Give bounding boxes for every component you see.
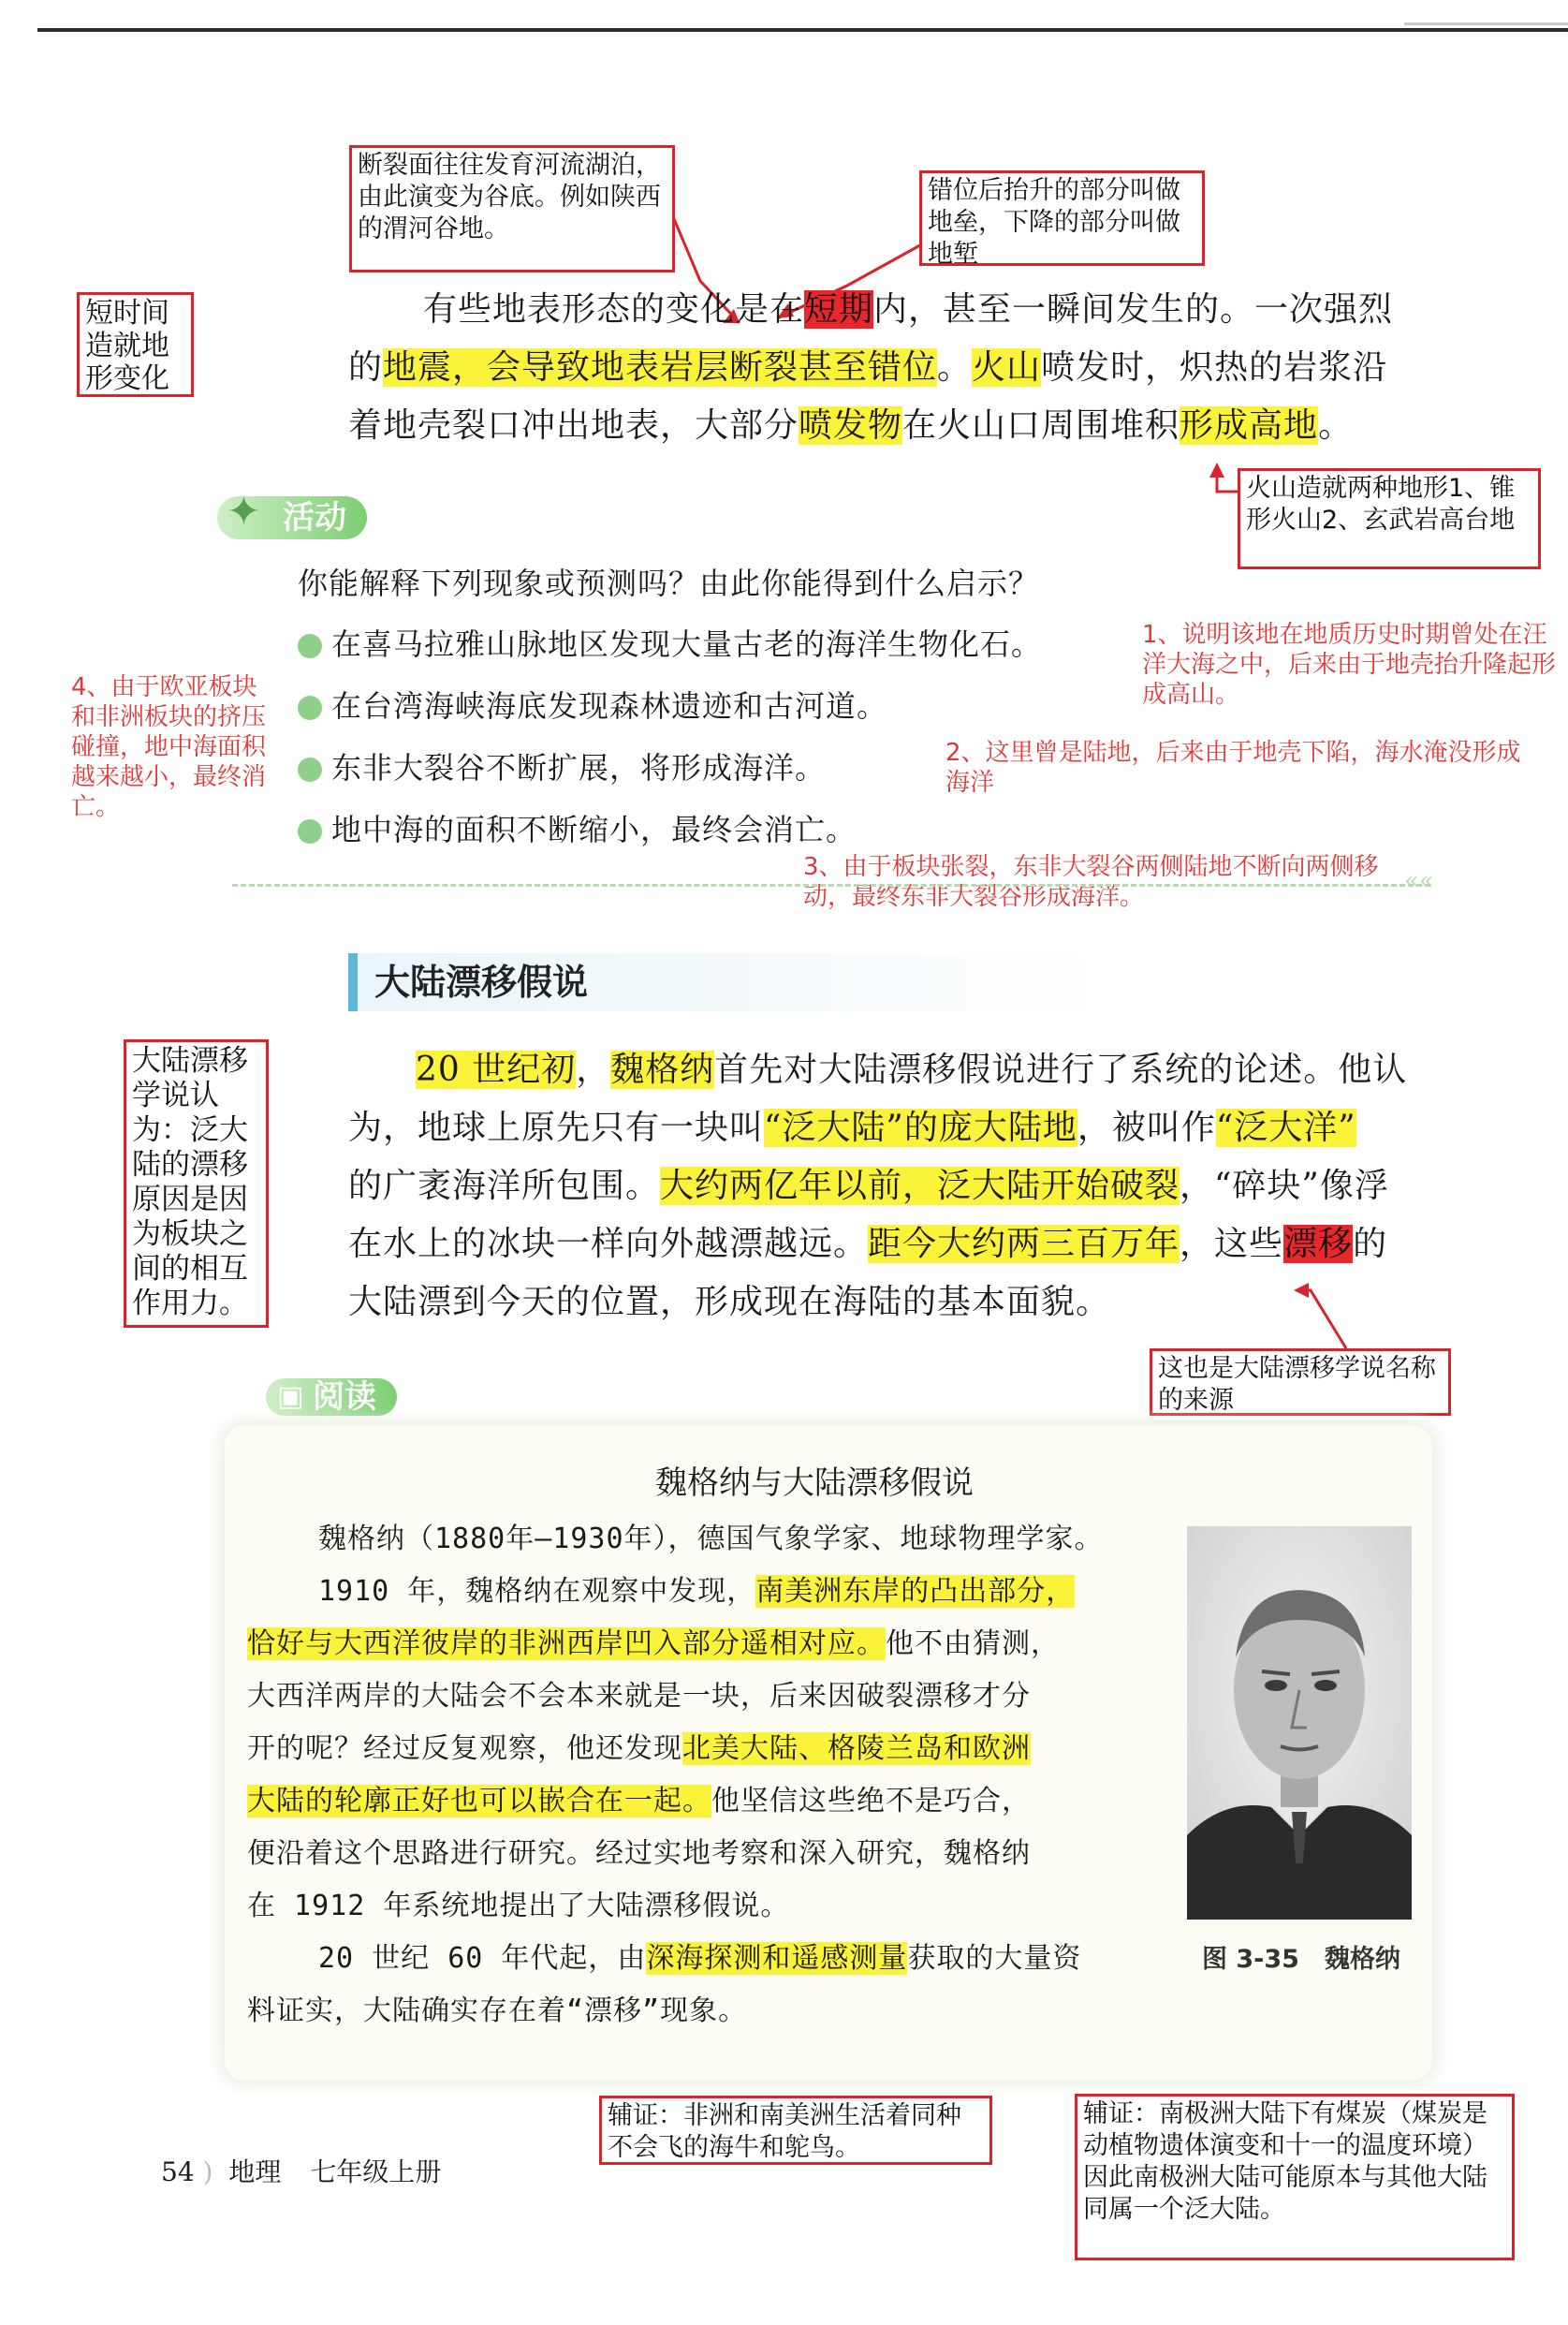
reading-highlight: 深海探测和遥感测量 bbox=[646, 1942, 908, 1975]
note-evidence-coal-text: 辅证：南极洲大陆下有煤炭（煤炭是动植物遗体演变和十一的温度环境）因此南极洲大陆可能原本与其他大陆同属一个泛大陆。 bbox=[1083, 2099, 1487, 2224]
p2-millions-years: 距今大约两三百万年 bbox=[868, 1225, 1180, 1263]
p1-text-h: 。 bbox=[1318, 406, 1354, 445]
p2-text-i: 大陆漂到今天的位置，形成现在海陆的基本面貌。 bbox=[348, 1283, 1111, 1321]
p2-text-h: 的 bbox=[1353, 1225, 1388, 1263]
p1-volcano: 火山 bbox=[972, 348, 1042, 387]
p1-highland: 形成高地 bbox=[1180, 406, 1319, 445]
reading-highlight: 大陆的轮廓正好也可以嵌合在一起。 bbox=[247, 1785, 711, 1817]
paragraph-surface-change bbox=[348, 281, 1453, 455]
p2-text-a: 首先对大陆漂移假说进行了系统的论述。他认 bbox=[714, 1051, 1408, 1089]
activity-item-text: 地中海的面积不断缩小，最终会消亡。 bbox=[331, 812, 857, 847]
reading-line: 获取的大量资 bbox=[907, 1942, 1082, 1975]
note-evidence-coal bbox=[1075, 2094, 1515, 2260]
bullet-icon bbox=[298, 758, 322, 782]
p1-text-a: 有些地表形态的变化是在 bbox=[423, 290, 805, 329]
p2-text-b: 为，地球上原先只有一块叫 bbox=[348, 1109, 765, 1147]
answer-2 bbox=[945, 738, 1545, 798]
reading-line: 1910 年，魏格纳在观察中发现， bbox=[318, 1575, 756, 1608]
p2-text-d: 的广袤海洋所包围。 bbox=[348, 1167, 661, 1205]
footer-subject: 地理 bbox=[228, 2156, 282, 2187]
note-volcano-forms-text: 火山造就两种地形1、锥形火山2、玄武岩高台地 bbox=[1246, 474, 1516, 535]
note-horst-graben bbox=[919, 170, 1205, 269]
bullet-icon bbox=[298, 819, 322, 844]
p1-text-b: 内，甚至一瞬间发生的。一次强烈 bbox=[873, 290, 1394, 329]
reading-line: 他不由猜测， bbox=[886, 1627, 1060, 1660]
book-icon: ▣ bbox=[277, 1380, 304, 1413]
p2-wegener: 魏格纳 bbox=[610, 1051, 715, 1089]
note-drift-cause bbox=[124, 1039, 269, 1328]
chevron-left-icon: «« bbox=[1404, 867, 1434, 895]
answer-1 bbox=[1142, 620, 1563, 710]
activity-item-text: 东非大裂谷不断扩展，将形成海洋。 bbox=[331, 750, 827, 786]
answer-3-text: 3、由于板块张裂，东非大裂谷两侧陆地不断向两侧移动，最终东非大裂谷形成海洋。 bbox=[803, 853, 1379, 911]
p2-comma: ， bbox=[576, 1051, 611, 1089]
p2-pangaea: “泛大陆”的庞大陆地 bbox=[764, 1109, 1077, 1147]
list-item bbox=[298, 675, 1159, 737]
reading-title: 魏格纳与大陆漂移假说 bbox=[655, 1464, 974, 1502]
p1-text-e: 喷发时，炽热的岩浆沿 bbox=[1041, 348, 1388, 387]
p2-early-20th: 20 世纪初 bbox=[416, 1051, 577, 1089]
list-item bbox=[298, 613, 1159, 675]
satellite-icon: ✦ bbox=[227, 488, 261, 536]
page-footer bbox=[161, 2154, 441, 2191]
activity-item-text: 在喜马拉雅山脉地区发现大量古老的海洋生物化石。 bbox=[331, 626, 1043, 662]
reading-line: 魏格纳（1880年—1930年），德国气象学家、地球物理学家。 bbox=[318, 1523, 1104, 1555]
p2-text-f: 在水上的冰块一样向外越漂越远。 bbox=[348, 1225, 869, 1263]
p1-short-term: 短期 bbox=[804, 290, 874, 329]
p2-panthalassa: “泛大洋” bbox=[1215, 1109, 1356, 1147]
activity-divider bbox=[232, 884, 1430, 887]
p1-text-g: 在火山口周围堆积 bbox=[902, 406, 1180, 445]
section-heading-bar bbox=[348, 953, 358, 1011]
activity-label: 活动 bbox=[283, 499, 346, 537]
reading-highlight: 南美洲东岸的凸出部分， bbox=[755, 1575, 1076, 1608]
answer-2-text: 2、这里曾是陆地，后来由于地壳下陷，海水淹没形成海洋 bbox=[945, 739, 1521, 797]
answer-4 bbox=[71, 672, 268, 822]
activity-question bbox=[298, 552, 1234, 614]
answer-3 bbox=[803, 852, 1402, 912]
p2-text-c: ，被叫作 bbox=[1077, 1109, 1216, 1147]
reading-line: 料证实，大陆确实存在着“漂移”现象。 bbox=[247, 1994, 748, 2027]
reading-line: 大西洋两岸的大陆会不会本来就是一块，后来因破裂漂移才分 bbox=[247, 1680, 1031, 1713]
note-name-origin bbox=[1150, 1348, 1451, 1416]
note-evidence-animals-text: 辅证：非洲和南美洲生活着同种不会飞的海牛和鸵鸟。 bbox=[608, 2101, 961, 2162]
p1-text-d: 。 bbox=[937, 348, 973, 387]
p2-text-e: ，“碎块”像浮 bbox=[1180, 1167, 1389, 1205]
page-number: 54 bbox=[161, 2156, 195, 2187]
reading-line: 在 1912 年系统地提出了大陆漂移假说。 bbox=[247, 1890, 790, 1922]
reading-line: 便沿着这个思路进行研究。经过实地考察和深入研究，魏格纳 bbox=[247, 1837, 1031, 1870]
p2-drift-word: 漂移 bbox=[1283, 1225, 1354, 1263]
activity-badge bbox=[217, 488, 367, 539]
bullet-icon bbox=[298, 696, 322, 720]
note-rift-lake bbox=[349, 145, 675, 272]
note-rift-lake-text: 断裂面往往发育河流湖泊，由此演变为谷底。例如陕西的渭河谷地。 bbox=[358, 151, 661, 243]
bullet-icon bbox=[298, 634, 322, 658]
reading-badge bbox=[266, 1378, 397, 1416]
reading-label: 阅读 bbox=[313, 1378, 376, 1416]
note-volcano-forms bbox=[1238, 468, 1541, 569]
activity-item-text: 在台湾海峡海底发现森林遗迹和古河道。 bbox=[331, 688, 888, 724]
note-name-origin-text: 这也是大陆漂移学说名称的来源 bbox=[1158, 1354, 1436, 1415]
note-drift-cause-text: 大陆漂移学说认为：泛大陆的漂移原因是因为板块之间的相互作用力。 bbox=[132, 1044, 248, 1320]
reading-highlight: 北美大陆、格陵兰岛和欧洲 bbox=[682, 1732, 1031, 1765]
footer-grade: 七年级上册 bbox=[310, 2156, 442, 2187]
p2-text-g: ，这些 bbox=[1180, 1225, 1284, 1263]
p1-earthquake: 地震，会导致地表岩层断裂甚至错位 bbox=[383, 348, 938, 387]
reading-body bbox=[247, 1513, 1183, 2038]
note-short-time bbox=[77, 292, 194, 397]
activity-question-text: 你能解释下列现象或预测吗？由此你能得到什么启示？ bbox=[298, 566, 1040, 601]
reading-line: 他坚信这些绝不是巧合， bbox=[711, 1785, 1031, 1817]
note-short-time-text: 短时间造就地形变化 bbox=[85, 297, 169, 395]
reading-highlight: 恰好与大西洋彼岸的非洲西岸凹入部分遥相对应。 bbox=[247, 1627, 886, 1660]
p2-breakup: 大约两亿年以前，泛大陆开始破裂 bbox=[660, 1167, 1180, 1205]
p1-text-c: 的 bbox=[348, 348, 384, 387]
portrait-photo bbox=[1187, 1526, 1412, 1920]
answer-4-text: 4、由于欧亚板块和非洲板块的挤压碰撞，地中海面积越来越小，最终消亡。 bbox=[71, 673, 267, 821]
note-evidence-animals bbox=[599, 2096, 992, 2165]
note-horst-graben-text: 错位后抬升的部分叫做地垒，下降的部分叫做地堑 bbox=[928, 176, 1180, 269]
footer-separator: ) bbox=[202, 2156, 213, 2187]
answer-1-text: 1、说明该地在地质历史时期曾处在汪洋大海之中，后来由于地壳抬升隆起形成高山。 bbox=[1142, 621, 1557, 709]
p1-eruption: 喷发物 bbox=[799, 406, 903, 445]
paragraph-drift bbox=[348, 1041, 1453, 1332]
reading-line: 开的呢？经过反复观察，他还发现 bbox=[247, 1732, 682, 1765]
section-title: 大陆漂移假说 bbox=[374, 962, 589, 1003]
reading-line: 20 世纪 60 年代起，由 bbox=[318, 1942, 647, 1975]
p1-text-f: 着地壳裂口冲出地表，大部分 bbox=[348, 406, 799, 445]
portrait-caption: 图 3-35 魏格纳 bbox=[1202, 1945, 1400, 1974]
activity-list bbox=[298, 613, 1159, 861]
